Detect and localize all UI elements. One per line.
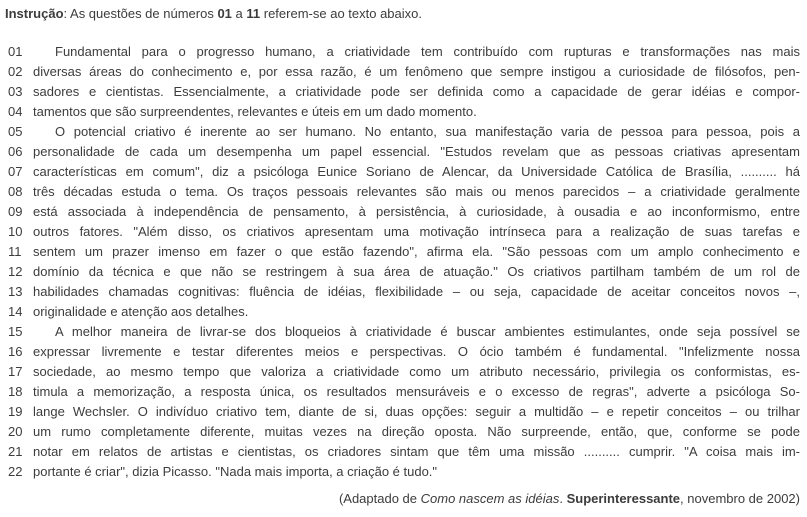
line-number: 08 xyxy=(8,184,23,199)
line-number: 07 xyxy=(8,164,23,179)
text-line xyxy=(0,342,807,362)
line-number: 20 xyxy=(8,424,23,439)
line-number: 06 xyxy=(8,144,23,159)
line-text: notar em relatos de artistas e cientistas, os criadores sintam que têm uma missão .......... cumprir. "A coisa mais im- xyxy=(33,444,800,459)
text-block xyxy=(0,42,807,482)
line-number: 22 xyxy=(8,464,23,479)
line-number: 02 xyxy=(8,64,23,79)
line-number: 21 xyxy=(8,444,23,459)
instruction-part-regular: a xyxy=(231,6,247,21)
text-line xyxy=(0,322,807,342)
line-number: 19 xyxy=(8,404,23,419)
line-number: 17 xyxy=(8,364,23,379)
text-line xyxy=(0,282,807,302)
citation-part-regular: (Adaptado de xyxy=(338,491,421,506)
instruction-part-regular: : As questões de números xyxy=(63,6,218,21)
line-text: três décadas estuda o tema. Os traços pessoais relevantes são mais ou menos parecidos – a criatividade geralmente xyxy=(33,184,800,199)
citation xyxy=(0,491,800,507)
line-number: 15 xyxy=(8,324,23,339)
text-line xyxy=(0,142,807,162)
text-line xyxy=(0,182,807,202)
line-number: 16 xyxy=(8,344,23,359)
line-number: 09 xyxy=(8,204,23,219)
text-line xyxy=(0,42,807,62)
line-text: portante é criar", dizia Picasso. "Nada mais importa, a criação é tudo." xyxy=(33,464,438,479)
text-line xyxy=(0,162,807,182)
text-line xyxy=(0,62,807,82)
line-text: lange Wechsler. O indivíduo criativo tem, diante de si, duas opções: seguir a multidão – e repetir conceitos – ou trilhar xyxy=(33,404,800,419)
line-text: sadores e cientistas. Essencialmente, a criatividade pode ser definida como a capacidade de gerar idéias e compor- xyxy=(33,84,800,99)
line-number: 18 xyxy=(8,384,23,399)
text-line xyxy=(0,302,807,322)
line-text: sociedade, ao mesmo tempo que valoriza a criatividade como um atributo necessário, privilegia os conformistas, es- xyxy=(33,364,800,379)
text-line xyxy=(0,202,807,222)
citation-part-regular: . xyxy=(559,491,567,506)
line-text: outros fatores. "Além disso, os criativos apresentam uma motivação intrínseca para a realização de suas tarefas e xyxy=(33,224,800,239)
line-number: 11 xyxy=(8,244,22,259)
line-text: sentem um prazer imenso em fazer o que estão fazendo", afirma ela. "São pessoas com um amplo conhecimento e xyxy=(33,244,800,259)
line-text: tamentos que são surpreendentes, relevantes e úteis em um dado momento. xyxy=(33,104,477,119)
text-line xyxy=(0,442,807,462)
instruction-part-bold: Instrução xyxy=(5,6,64,21)
line-text: diversas áreas do conhecimento e, por essa razão, é um fenômeno que sempre instigou a curiosidade de filósofos, pen- xyxy=(33,64,800,79)
text-line xyxy=(0,122,807,142)
text-line xyxy=(0,242,807,262)
citation-part-bold: Superinteressante xyxy=(566,491,681,506)
instruction-part-bold: 11 xyxy=(246,6,261,21)
line-number: 01 xyxy=(8,44,23,59)
instruction-part-regular: referem-se ao texto abaixo. xyxy=(260,6,422,21)
citation-part-regular: , novembro de 2002) xyxy=(680,491,800,506)
line-text: Fundamental para o progresso humano, a criatividade tem contribuído com rupturas e transformações nas mais xyxy=(55,44,800,59)
text-line xyxy=(0,382,807,402)
line-text: expressar livremente e testar diferentes meios e perspectivas. O ócio também é fundamental. "Infelizmente nossa xyxy=(33,344,800,359)
text-line xyxy=(0,262,807,282)
line-text: habilidades chamadas cognitivas: fluência de idéias, flexibilidade – ou seja, capacidade de aceitar conceitos novos –, xyxy=(33,284,800,299)
text-line xyxy=(0,362,807,382)
text-line xyxy=(0,82,807,102)
citation-part-italic: Como nascem as idéias xyxy=(420,491,560,506)
line-number: 04 xyxy=(8,104,23,119)
line-text: O potencial criativo é inerente ao ser humano. No entanto, sua manifestação varia de pessoa para pessoa, pois a xyxy=(55,124,800,139)
text-line xyxy=(0,462,807,482)
line-number: 05 xyxy=(8,124,23,139)
text-line xyxy=(0,402,807,422)
line-number: 12 xyxy=(8,264,23,279)
text-line xyxy=(0,422,807,442)
line-text: timula a memorização, a resposta única, os resultados mensuráveis e o excesso de regras", adverte a psicóloga So- xyxy=(33,384,800,399)
line-text: características em comum", diz a psicóloga Eunice Soriano de Alencar, da Universidade Católica de Brasília, .......... há xyxy=(33,164,800,179)
line-text: está associada à independência de pensamento, à persistência, à curiosidade, à ousadia e ao inconformismo, entre xyxy=(33,204,800,219)
line-number: 13 xyxy=(8,284,23,299)
text-line xyxy=(0,222,807,242)
line-text: personalidade de cada um desempenha um papel essencial. "Estudos revelam que as pessoas criativas apresentam xyxy=(33,144,800,159)
line-number: 03 xyxy=(8,84,23,99)
line-text: domínio da técnica e que não se restringem à sua área de atuação." Os criativos partilham também de um rol de xyxy=(33,264,800,279)
instruction-line xyxy=(0,0,807,22)
line-text: originalidade e atenção aos detalhes. xyxy=(33,304,249,319)
line-number: 14 xyxy=(8,304,23,319)
text-line xyxy=(0,102,807,122)
line-text: A melhor maneira de livrar-se dos bloqueios à criatividade é buscar ambientes estimulantes, onde seja possível se xyxy=(55,324,800,339)
line-text: um rumo completamente diferente, muitas vezes na direção oposta. Não surpreende, então, que, conforme se pode xyxy=(33,424,800,439)
instruction-part-bold: 01 xyxy=(217,6,232,21)
line-number: 10 xyxy=(8,224,23,239)
